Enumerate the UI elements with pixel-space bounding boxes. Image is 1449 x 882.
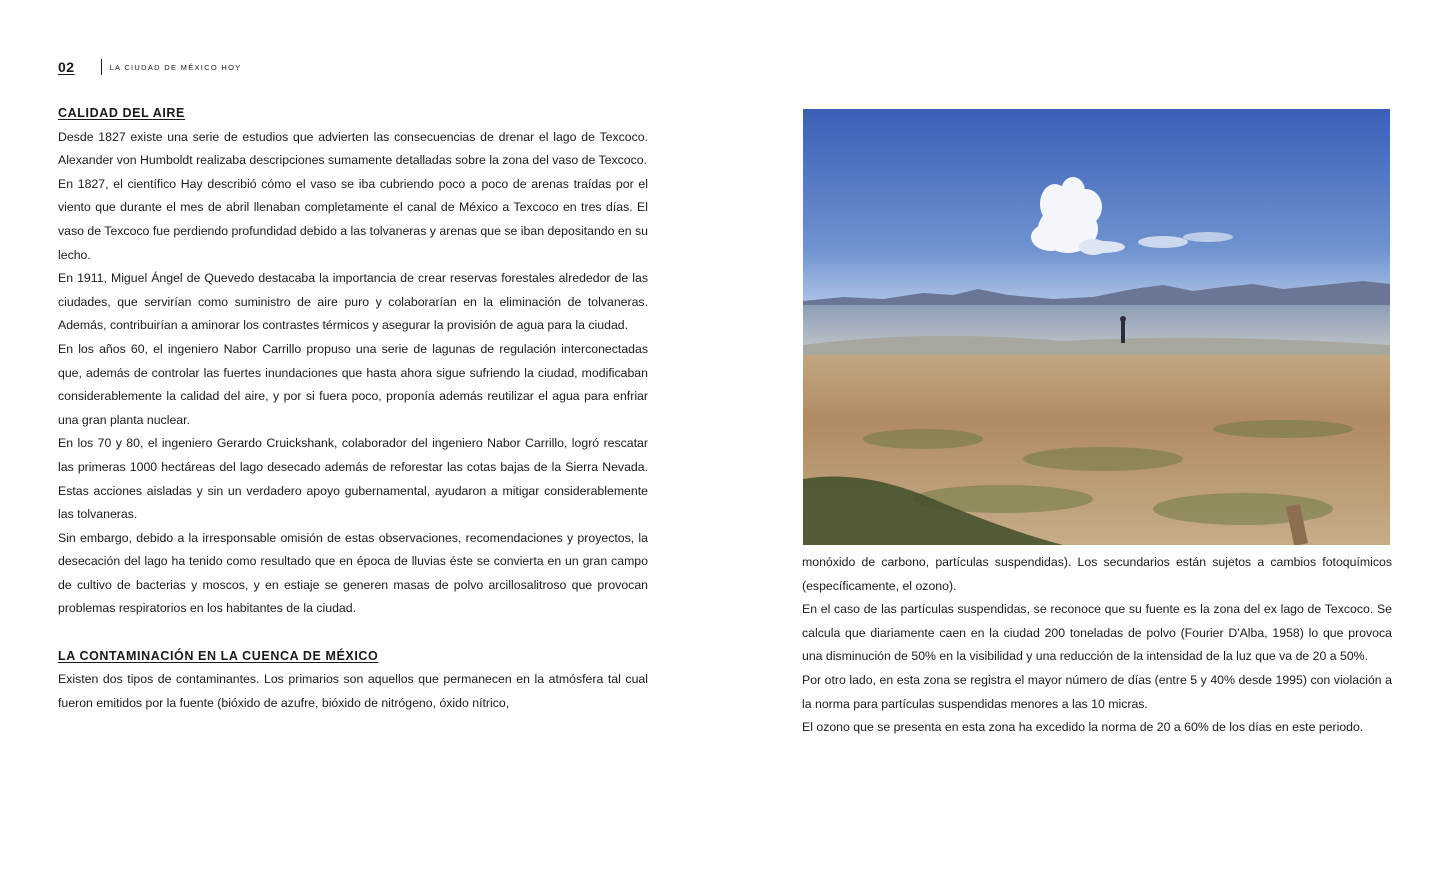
page-number: 02	[58, 59, 75, 75]
paragraph: Desde 1827 existe una serie de estudios que advierten las consecuencias de drenar el lago de Texcoco. Alexander von Humboldt realizaba descripciones sumamente detalladas sobre la zona del vaso de Texcoco.	[58, 129, 648, 168]
paragraph: monóxido de carbono, partículas suspendidas). Los secundarios están sujetos a cambios fotoquímicos (específicamente, el ozono).	[802, 555, 1392, 593]
lake-texcoco-photo	[803, 109, 1390, 545]
header-divider	[101, 59, 102, 75]
paragraph: El ozono que se presenta en esta zona ha excedido la norma de 20 a 60% de los días en este periodo.	[802, 720, 1364, 735]
heading-contaminacion: LA CONTAMINACIÓN EN LA CUENCA DE MÉXICO	[58, 648, 379, 663]
landscape-image	[803, 109, 1390, 545]
right-text-column	[802, 551, 1392, 740]
paragraph: En 1911, Miguel Ángel de Quevedo destacaba la importancia de crear reservas forestales alrededor de las ciudades, que servirían como suministro de aire puro y colaborarían en la eliminación de tolvaneras. Además, contribuirían a aminorar los contrastes térmicos y asegurar la provisión de agua para la ciudad.	[58, 271, 648, 333]
paragraph: En los años 60, el ingeniero Nabor Carrillo propuso una serie de lagunas de regulación interconectadas que, además de controlar las fuertes inundaciones que hasta ahora sigue sufriendo la ciudad, modificaban considerablemente la calidad del aire, y por si fuera poco, proponía además reutilizar el agua para enfriar una gran planta nuclear.	[58, 341, 648, 427]
paragraph: Sin embargo, debido a la irresponsable omisión de estas observaciones, recomendaciones y proyectos, la desecación del lago ha tenido como resultado que en época de lluvias éste se convierta en un gran campo de cultivo de bacterias y moscos, y en estiaje se generen masas de polvo arcillosalitroso que provocan problemas respiratorios en los habitantes de la ciudad.	[58, 530, 648, 616]
heading-calidad-del-aire: CALIDAD DEL AIRE	[58, 106, 185, 120]
paragraph: Por otro lado, en esta zona se registra el mayor número de días (entre 5 y 40% desde 1995) con violación a la norma para partículas suspendidas menores a las 10 micras.	[802, 672, 1392, 711]
paragraph: En los 70 y 80, el ingeniero Gerardo Cruickshank, colaborador del ingeniero Nabor Carrillo, logró rescatar las primeras 1000 hectáreas del lago desecado además de reforestar las cotas bajas de la Sierra Nevada. Estas acciones aisladas y sin un verdadero apoyo gubernamental, ayudaron a mitigar considerablemente las tolvaneras.	[58, 436, 648, 522]
running-header	[58, 57, 242, 77]
paragraph: Existen dos tipos de contaminantes. Los primarios son aquellos que permanecen en la atmósfera tal cual fueron emitidos por la fuente (bióxido de azufre, bióxido de nitrógeno, óxido nítrico,	[58, 672, 648, 710]
section-title: LA CIUDAD DE MÉXICO HOY	[109, 62, 242, 72]
paragraph: En el caso de las partículas suspendidas, se reconoce que su fuente es la zona del ex lago de Texcoco. Se calcula que diariamente caen en la ciudad 200 toneladas de polvo (Fourier D'Alba, 1958) lo que provoca una disminución de 50% en la visibilidad y una reducción de la intensidad de la luz que va de 20 a 50%.	[802, 602, 1392, 664]
left-text-column	[58, 102, 648, 715]
section-spacer	[58, 621, 648, 645]
paragraph: En 1827, el científico Hay describió cómo el vaso se iba cubriendo poco a poco de arenas traídas por el viento que durante el mes de abril llenaban completamente el canal de México a Texcoco en tres días. El vaso de Texcoco fue perdiendo profundidad debido a las tolvaneras y arenas que se iban depositando en su lecho.	[58, 176, 648, 262]
